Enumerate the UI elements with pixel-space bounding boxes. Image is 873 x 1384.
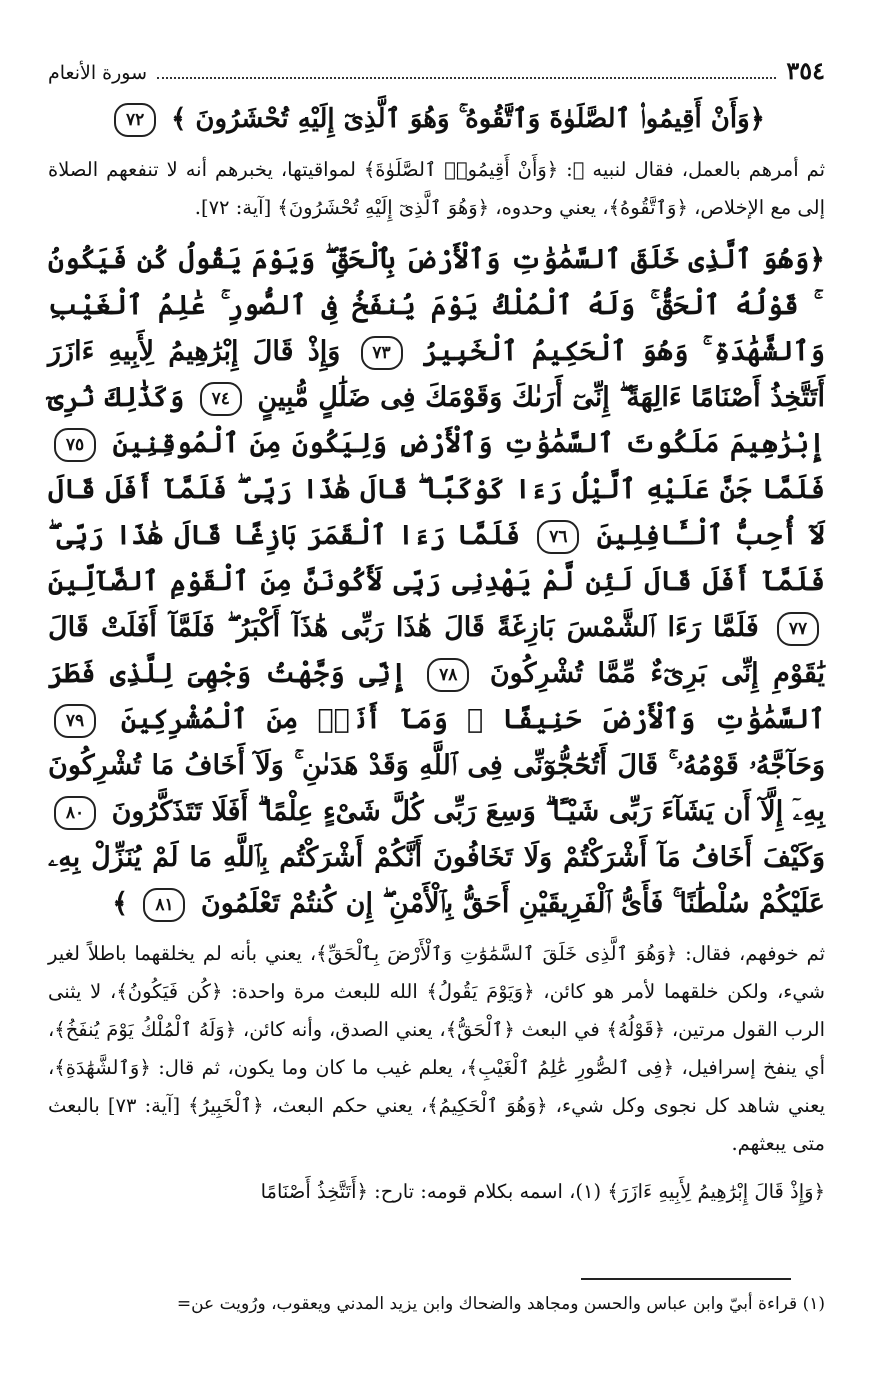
verse-text: ﴿وَهُوَ ٱلَّذِى خَلَقَ ٱلسَّمَٰوَٰتِ وَٱلْأَرْضَ بِٱلْحَقِّ ۖ وَيَوْمَ يَقُولُ كُن فَيَكُونُ ۚ قَوْلُهُ ٱلْحَقُّ ۚ وَلَهُ ٱلْمُلْكُ يَوْمَ يُنفَخُ فِى ٱلصُّورِ ۚ عَٰلِمُ ٱلْغَيْبِ وَٱلشَّهَٰدَةِ ۚ وَهُوَ ٱلْحَكِيمُ ٱلْخَبِيرُ	[48, 244, 825, 367]
commentary-verse-74: ﴿وَإِذْ قَالَ إِبْرَٰهِيمُ لِأَبِيهِ ءَازَرَ﴾ (١)، اسمه بكلام قومه: تارح: ﴿أَتَتَّخِذُ أَصْنَامًا	[260, 1180, 825, 1203]
ayah-marker: ٧٥	[54, 428, 96, 462]
ayah-marker: ٧٧	[777, 612, 819, 646]
quran-verses-73-81	[48, 237, 825, 927]
verse-text: فَلَمَّا رَءَا ٱلْقَمَرَ بَازِغًا قَالَ هَٰذَا رَبِّى ۖ فَلَمَّآ أَفَلَ قَالَ لَئِن لَّمْ يَهْدِنِى رَبِّى لَأَكُونَنَّ مِنَ ٱلْقَوْمِ ٱلضَّآلِّينَ	[48, 520, 825, 597]
commentary-verse-73: ثم خوفهم، فقال: ﴿وَهُوَ ٱلَّذِى خَلَقَ ٱلسَّمَٰوَٰتِ وَٱلْأَرْضَ بِٱلْحَقِّ﴾، يعني بأنه لم يخلقهما باطلاً لغير شيء، ولكن خلقهما لأمر هو كائن، ﴿وَيَوْمَ يَقُولُ﴾ الله للبعث مرة واحدة: ﴿كُن فَيَكُونُ﴾، لا يثنى الرب القول مرتين، ﴿قَوْلُهُ﴾ في البعث ﴿ٱلْحَقُّ﴾، يعني الصدق، وأنه كائن، ﴿وَلَهُ ٱلْمُلْكُ يَوْمَ يُنفَخُ﴾، أي ينفخ إسرافيل، ﴿فِى ٱلصُّورِ عَٰلِمُ ٱلْغَيْبِ﴾، يعلم غيب ما كان وما يكون، ثم قال: ﴿وَٱلشَّهَٰدَةِ﴾، يعني شاهد كل نجوى وكل شيء، ﴿وَهُوَ ٱلْحَكِيمُ﴾، يعني حكم البعث، ﴿ٱلْخَبِيرُ﴾ [آية: ٧٣] بالبعث متى يبعثهم.	[48, 942, 825, 1155]
ayah-marker: ٧٩	[54, 704, 96, 738]
verse-72-text: ﴿وَأَنْ أَقِيمُوا۟ ٱلصَّلَوٰةَ وَٱتَّقُوهُ ۚ وَهُوَ ٱلَّذِىٓ إِلَيْهِ تُحْشَرُونَ ﴾	[171, 104, 765, 134]
ayah-marker: ٧٣	[361, 336, 403, 370]
verse-text: إِنِّى وَجَّهْتُ وَجْهِىَ لِلَّذِى فَطَرَ ٱلسَّمَٰوَٰتِ وَٱلْأَرْضَ حَنِيفًا ۖ وَمَآ أَنَا۠ مِنَ ٱلْمُشْرِكِينَ	[48, 658, 825, 735]
footnote-divider	[581, 1278, 791, 1280]
ayah-marker-72: ٧٢	[114, 103, 156, 137]
running-header	[48, 56, 825, 85]
ayah-marker: ٨١	[143, 888, 185, 922]
surah-title: سورة الأنعام	[48, 62, 148, 84]
verse-72	[48, 95, 825, 143]
page-number: ٣٥٤	[786, 56, 825, 85]
footnote: (١) قراءة أبيّ وابن عباس والحسن ومجاهد والضحاك وابن يزيد المدني ويعقوب، ورُويت عن=	[176, 1294, 825, 1314]
ayah-marker: ٧٦	[537, 520, 579, 554]
verse-text: وَكَيْفَ أَخَافُ مَآ أَشْرَكْتُمْ وَلَا تَخَافُونَ أَنَّكُمْ أَشْرَكْتُم بِٱللَّهِ مَا لَمْ يُنَزِّلْ بِهِۦ عَلَيْكُمْ سُلْطَٰنًا ۚ فَأَىُّ ٱلْفَرِيقَيْنِ أَحَقُّ بِٱلْأَمْنِ ۖ إِن كُنتُمْ تَعْلَمُونَ	[48, 842, 825, 919]
verse-text: وَإِذْ قَالَ إِبْرَٰهِيمُ لِأَبِيهِ ءَازَرَ أَتَتَّخِذُ أَصْنَامًا ءَالِهَةً ۖ إِنِّىٓ أَرَىٰكَ وَقَوْمَكَ فِى ضَلَٰلٍ مُّبِينٍ	[48, 336, 826, 413]
ayah-marker: ٧٤	[200, 382, 242, 416]
verse-text: وَحَآجَّهُۥ قَوْمُهُۥ ۚ قَالَ أَتُحَٰٓجُّوٓنِّى فِى ٱللَّهِ وَقَدْ هَدَىٰنِ ۚ وَلَآ أَخَافُ مَا تُشْرِكُونَ بِهِۦٓ إِلَّآ أَن يَشَآءَ رَبِّى شَيْـًٔا ۗ وَسِعَ رَبِّى كُلَّ شَىْءٍ عِلْمًا ۗ أَفَلَا تَتَذَكَّرُونَ	[48, 750, 825, 827]
ayah-marker: ٨٠	[54, 796, 96, 830]
ayah-marker: ٧٨	[427, 658, 469, 692]
verse-text: فَلَمَّا جَنَّ عَلَيْهِ ٱلَّيْلُ رَءَا كَوْكَبًا ۖ قَالَ هَٰذَا رَبِّى ۖ فَلَمَّآ أَفَلَ قَالَ لَآ أُحِبُّ ٱلْـَٔافِلِينَ	[48, 474, 826, 551]
verse-text: وَكَذَٰلِكَ نُرِىٓ إِبْرَٰهِيمَ مَلَكُوتَ ٱلسَّمَٰوَٰتِ وَٱلْأَرْضِ وَلِيَكُونَ مِنَ ٱلْمُوقِنِينَ	[48, 382, 825, 459]
header-dot-leader	[157, 77, 776, 79]
verse-text: فَلَمَّا رَءَا ٱلشَّمْسَ بَازِغَةً قَالَ هَٰذَا رَبِّى هَٰذَآ أَكْبَرُ ۖ فَلَمَّآ أَفَلَتْ قَالَ يَٰقَوْمِ إِنِّى بَرِىٓءٌ مِّمَّا تُشْرِكُونَ	[48, 612, 825, 689]
verse-close-bracket: ﴾	[112, 888, 129, 919]
commentary-verse-72: ثم أمرهم بالعمل، فقال لنبيه ﷺ: ﴿وَأَنْ أَقِيمُوا۟ ٱلصَّلَوٰةَ﴾ لمواقيتها، يخبرهم أنه لا تنفعهم الصلاة إلى مع الإخلاص، ﴿وَٱتَّقُوهُ﴾، يعني وحدوه، ﴿وَهُوَ ٱلَّذِىٓ إِلَيْهِ تُحْشَرُونَ﴾ [آية: ٧٢].	[48, 158, 825, 219]
